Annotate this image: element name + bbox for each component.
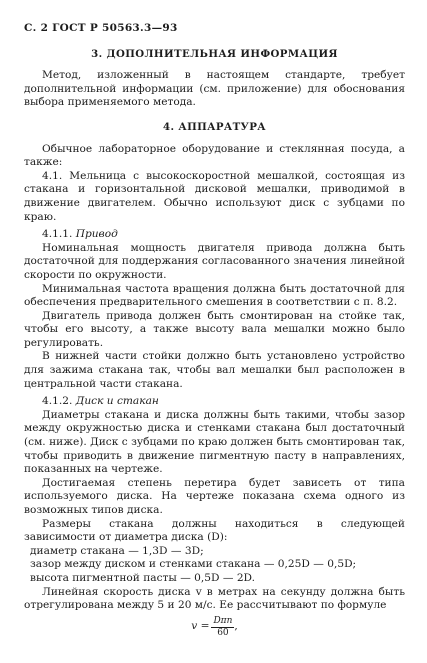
clause-4-1-1-paragraph-a: Номинальная мощность двигателя привода должна быть достаточной для поддержания согласованного значения линейной скорости по окружности.: [24, 241, 405, 281]
clause-4-1-2-paragraph-b: Достигаемая степень перетира будет зависеть от типа используемого диска. На чертеже показана схема одного из возможных типов диска.: [24, 476, 405, 516]
formula-denominator: 60: [217, 627, 229, 638]
clause-4-1-1-number: 4.1.1.: [42, 228, 73, 241]
clause-4-1-1-title: Привод: [75, 228, 118, 241]
formula-lhs: v =: [191, 620, 210, 633]
formula-tail: ,: [234, 620, 238, 633]
list-item: диаметр стакана — 1,3D — 3D;: [30, 544, 204, 557]
clause-4-1-1-paragraph-d: В нижней части стойки должно быть установлено устройство для зажима стакана так, чтобы вал мешалки был расположен в центральной части стакана.: [24, 350, 405, 390]
dimension-list: [30, 545, 405, 586]
section-3-paragraph: Метод, изложенный в настоящем стандарте, требует дополнительной информации (см. приложение) для обоснования выбора применяемого метода.: [24, 69, 405, 109]
page-header: С. 2 ГОСТ Р 50563.3—93: [24, 22, 178, 34]
formula-fraction: [211, 616, 234, 639]
clause-4-1-2-paragraph-a: Диаметры стакана и диска должны быть такими, чтобы зазор между окружностью диска и стенками стакана был достаточный (см. ниже). Диск с зубцами по краю должен быть смонтирован так, чтобы приводить в движение пигментную пасту в направлениях, показанных на чертеже.: [24, 408, 405, 476]
speed-formula: [24, 616, 405, 639]
clause-4-1-1-heading: [24, 228, 405, 242]
section-4-title: 4. АППАРАТУРА: [163, 120, 266, 133]
clause-4-1: 4.1. Мельница с высокоскоростной мешалкой, состоящая из стакана и горизонтальной дисковой мешалки, приводимой в движение двигателем. Обычно используют диск с зубцами по краю.: [24, 169, 405, 223]
clause-4-1-1-paragraph-c: Двигатель привода должен быть смонтирован на стойке так, чтобы его высоту, а также высоту вала мешалки можно было регулировать.: [24, 309, 405, 349]
formula-numerator: Dπn: [213, 615, 233, 626]
list-item: высота пигментной пасты — 0,5D — 2D.: [30, 571, 256, 584]
clause-4-1-2-heading: [24, 395, 405, 409]
clause-4-1-2-paragraph-d: Линейная скорость диска v в метрах на секунду должна быть отрегулирована между 5 и 20 м/с. Ее рассчитывают по формуле: [24, 585, 405, 612]
section-4-intro: Обычное лабораторное оборудование и стеклянная посуда, а также:: [24, 142, 405, 169]
clause-4-1-1-paragraph-b: Минимальная частота вращения должна быть достаточной для обеспечения предварительного смешения в соответствии с п. 8.2.: [24, 282, 405, 309]
section-3-title: 3. ДОПОЛНИТЕЛЬНАЯ ИНФОРМАЦИЯ: [91, 47, 338, 60]
clause-4-1-2-title: Диск и стакан: [75, 395, 159, 408]
clause-4-1-2-number: 4.1.2.: [42, 395, 73, 408]
list-item: зазор между диском и стенками стакана — 0,25D — 0,5D;: [30, 558, 357, 571]
clause-4-1-2-paragraph-c: Размеры стакана должны находиться в следующей зависимости от диаметра диска (D):: [24, 517, 405, 544]
